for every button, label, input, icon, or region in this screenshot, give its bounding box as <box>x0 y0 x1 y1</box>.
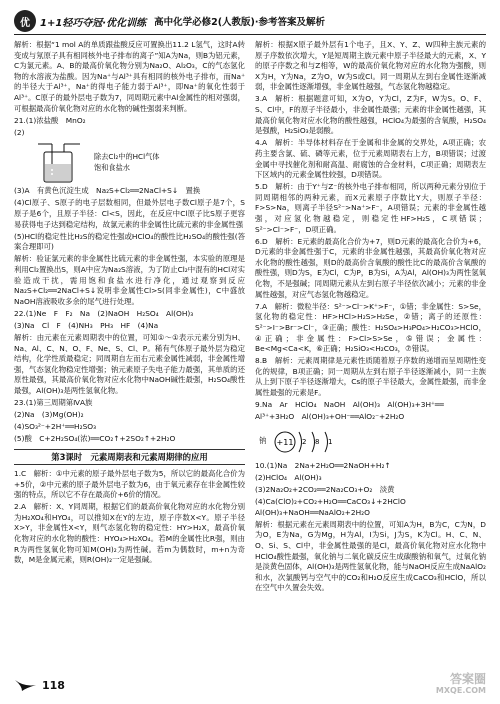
answer-8: 8.B 解析：元素周期律是元素性质随着原子序数的递增而呈周期性变化的规律，B项正确；同一周期从左到右原子半径逐渐减小，同一主族从上到下原子半径逐渐增大，Cs的原子半径最大，金属性最强，而非金属性最强的元素是F。 <box>255 356 486 397</box>
left-column <box>14 40 245 668</box>
answer-4: 4.A 解析：半导体材料存在于金属和非金属的交界处，A项正确；农药主要含氯、硫、磷等元素，位于元素周期表右上方，B项错误；过渡金属中寻找催化剂和耐高温、耐腐蚀的合金材料，C项正确；周期表左下区域内的元素金属性较强，D项错误。 <box>255 138 486 180</box>
atom-element-label: 钠 <box>259 436 267 446</box>
analysis-paragraph: 解析：根据“1 mol A的单质跟盐酸反应可置换出11.2 L氢气，这时A转变成与氖原子具有相同核外电子排布的离子”知A为Na，则B为铝元素，C为氯元素。A、B的最高价氧化物分别为Na₂O、Al₂O₃，C的气态氢化物的水溶液为盐酸。因为Na⁺与Al³⁺具有相同的核外电子排布，而Na⁺的半径大于Al³⁺，Na⁺的得电子能力弱于Al³⁺，即Na⁺的氧化性弱于Al³⁺。C原子的最外层电子数为7，同周期元素中Al金属性的相对强弱，可根据最高价氧化物对应的水化物的碱性强弱来判断。 <box>14 40 245 113</box>
answer-1: 1.C 解析：①中元素的原子最外层电子数为5，所以它的最高化合价为+5价，②中元素的原子最外层电子数为6，由于氧元素存在非金属性较强的特点，所以它不存在最高价+6价的情况。 <box>14 469 245 500</box>
page-number-area <box>14 678 65 692</box>
answer-2: 2.A 解析：X、Y同周期，根据它们的最高价氧化物对应的水化物分别为H₂XO₄和HYO₄，可以推知X在Y的左边，原子序数X<Y。原子半径X>Y，非金属性X<Y，则气态氢化物的稳定性：HY>H₂X，最高价氧化物对应的水化物的酸性：HYO₄>H₂XO₄。若M的金属性比R强，则由R为两性氢氧化物可知M(OH)₂为两性碱。若m为偶数时，m+n为奇数，M是金属元素，则R(OH)₂一定是强碱。 <box>14 502 245 565</box>
analysis-paragraph: 解析：由元素在元素周期表中的位置，可知①～①表示元素分别为H、Na、Al、C、N、O、F、Ne、S、Cl、P。稀有气体原子最外层为稳定结构，化学性质最稳定；同周期自左而右元素金属性减弱，非金属性增强，气态氢化物稳定性增强；钠元素原子失电子能力最强，其单质的还原性最强，其最高价氧化物对应水化物中NaOH碱性最强，H₂SO₄酸性最强，Al(OH)₃是两性氢氧化物。 <box>14 333 245 396</box>
content-columns <box>14 40 486 668</box>
swallow-icon <box>14 678 38 692</box>
gas-washing-bottle-diagram <box>30 140 245 184</box>
answer-23-4: (5)酸 C+2H₂SO₄(浓)══CO₂↑+2SO₂↑+2H₂O <box>14 434 176 444</box>
atomic-structure-diagram <box>259 427 486 457</box>
answer-21-4: (4)Cl原子、S原子的电子层数相同，但最外层电子数Cl原子是7个，S原子是6个，且原子半径：Cl<S，因此，在反应中Cl原子比S原子更容易获得电子达到稳定结构，故氯元素的非金属性比硫元素的非金属性强 <box>14 198 245 229</box>
right-column <box>255 40 486 668</box>
analysis-paragraph: 解析：根据元素在元素周期表中的位置，可知A为H，B为C，C为N，D为O，E为Na，G为Mg，H为Al，I为Si，J为S，K为Cl。H、C、N、O、Si、S、Cl中，非金属性最强的是Cl，最高价氧化物对应水化物中HClO₄酸性最强，氧化钠与二氧化碳反应生成碳酸钠和氧气，过氧化钠是淡黄色固体，Al(OH)₃是两性氢氧化物，能与NaOH反应生成NaAlO₂和水，次氯酸钙与空气中的CO₂和H₂O反应生成CaCO₃和HClO，所以在空气中久置会失效。 <box>255 519 486 593</box>
atom-nucleus-charge: +11 <box>276 437 294 447</box>
answer-21-2: (2) <box>14 127 25 137</box>
section-title: 第3课时 元素周期表和元素周期律的应用 <box>14 449 245 465</box>
answer-10-4: (4)Ca(ClO)₂+CO₂+H₂O══CaCO₃↓+2HClO Al(OH)₃+NaOH══NaAlO₂+2H₂O <box>255 497 414 517</box>
answer-21-head: 21.(1)浓盐酸 MnO₂ <box>14 115 86 125</box>
atom-structure-icon <box>272 427 342 457</box>
analysis-paragraph: 解析：根据X原子最外层有1个电子，且X、Y、Z、W四种主族元素的原子序数依次增大，Y是短周期主族元素中原子半径最大的元素，X、Y的原子序数之和与Z相等，W的最高价氧化物对应的水化物为强酸，则X为H，Y为Na，Z为O，W为S或Cl。同一周期从左到右金属性逐渐减弱，非金属性逐渐增强，非金属性越强，气态氢化物越稳定。 <box>255 40 486 92</box>
page-header <box>14 8 486 35</box>
book-logo-icon: 优 <box>14 10 36 32</box>
answer-22-1: 22.(1)Ne F F₂ Na (2)NaOH H₂SO₄ Al(OH)₃ <box>14 308 194 318</box>
diagram-purpose-label: 除去Cl₂中的HCl气体 <box>94 152 160 162</box>
answer-21-3: (3)A 有黄色沉淀生成 Na₂S+Cl₂══2NaCl+S↓ 置换 <box>14 186 201 196</box>
book-title: 高中化学必修2(人教版)·参考答案及解析 <box>154 17 325 28</box>
page-number: 118 <box>42 678 65 692</box>
answer-3: 3.A 解析：根据题意可知，X为O，Y为Cl，Z为F，W为S。O、F、S、Cl中，F的原子半径最小，非金属性最强；元素的非金属性越强，其最高价氧化物对应水化物的酸性越强，HClO₄为最强的含氧酸，H₂SO₄是强酸，H₂SiO₃是弱酸。 <box>255 94 486 136</box>
answer-7: 7.A 解析：微粒半径：S²⁻>Cl⁻>K⁺>F⁻，①错；非金属性：S>Se，氢化物的稳定性：HF>HCl>H₂S>H₂Se，②错；离子的还原性：S²⁻>I⁻>Br⁻>Cl⁻，③正确；酸性：H₂SO₄>H₃PO₄>H₂CO₃>HClO，④正确；非金属性：F>Cl>S>Se，⑤错误；金属性：Be<Mg<Ca<K，⑥正确；H₂SiO₃<H₂CO₃，⑦错误。 <box>255 301 486 354</box>
gas-washing-bottle-icon <box>30 140 86 184</box>
watermark-main: 答案圈 <box>449 672 486 686</box>
answer-21-5: (5)HCl的稳定性比H₂S的稳定性强或HClO₄的酸性比H₂SO₄的酸性强(答案合理即可) <box>14 231 245 252</box>
answer-10-2: (2)HClO₄ Al(OH)₃ <box>255 472 322 482</box>
answer-10-3: (3)2Na₂O₂+2CO₂══2Na₂CO₃+O₂ 淡黄 <box>255 484 395 494</box>
answer-6: 6.D 解析：E元素的最高化合价为+7，则D元素的最高化合价为+6，D元素的非金属性强于C，元素的非金属性越强，其最高价氧化物对应水化物的酸性越强，则D的最高价含氧酸的酸性比C的最高价含氧酸的酸性强，则D为S，E为Cl，C为P，B为Si，A为Al，Al(OH)₃为两性氢氧化物，不是强碱；同周期元素从左到右原子半径依次减小；元素的非金属性越强，对应气态氢化物越稳定。 <box>255 236 486 299</box>
diagram-solution-label: 饱和食盐水 <box>94 163 130 173</box>
answer-9-2: Al³⁺+3H₂O Al(OH)₃+OH⁻══AlO₂⁻+2H₂O <box>255 412 405 422</box>
atom-shell-count: 2 <box>302 437 307 446</box>
atom-shell-count: 8 <box>315 437 320 446</box>
page-footer <box>14 672 486 698</box>
analysis-paragraph: 解析：验证氯元素的非金属性比硫元素的非金属性强，本实验的原理是利用Cl₂置换出S，则A中应为Na₂S溶液，为了防止Cl₂中混有的HCl对实验造成干扰，需用饱和食盐水进行净化，通过观察到反应Na₂S+Cl₂══2NaCl+S↓说明非金属性Cl>S(同非金属性)，C中盛放NaOH溶液吸收多余的尾气进行处理。 <box>14 254 245 306</box>
answer-23-3: (4)SO₃²⁻+2H⁺══H₂SO₃ <box>14 422 97 432</box>
atom-shell-count: 1 <box>328 437 333 446</box>
answer-23-2: (2)Na (3)Mg(OH)₂ <box>14 410 84 420</box>
answer-23-1: 23.(1)第三周期第ⅣA族 <box>14 398 93 408</box>
watermark-sub: MXQE.COM <box>435 686 486 695</box>
answer-22-2: (3)Na Cl F (4)NH₃ PH₃ HF (4)Na <box>14 320 159 330</box>
answer-10-1: 10.(1)Na 2Na+2H₂O══2NaOH+H₂↑ <box>255 460 391 470</box>
answer-5: 5.D 解析：由于Y⁺与Z⁻的核外电子排布相同，所以两种元素分别位于同周期相邻的两种元素，而X元素原子序数比Y大，则原子半径：F>S>Na，则离子半径S²⁻>Na⁺>F⁻，A项错误；元素的非金属性越强，对应氢化物越稳定，则稳定性HF>H₂S，C项错误；S²⁻>Cl⁻>F⁻，D项正确。 <box>255 182 486 234</box>
brand-name: 1+1轻巧夺冠·优化训练 <box>40 17 147 29</box>
answer-9-1: 9.Na Ar HClO₄ NaOH Al(OH)₃ Al(OH)₃+3H⁺══ <box>255 400 444 410</box>
watermark <box>436 673 486 697</box>
